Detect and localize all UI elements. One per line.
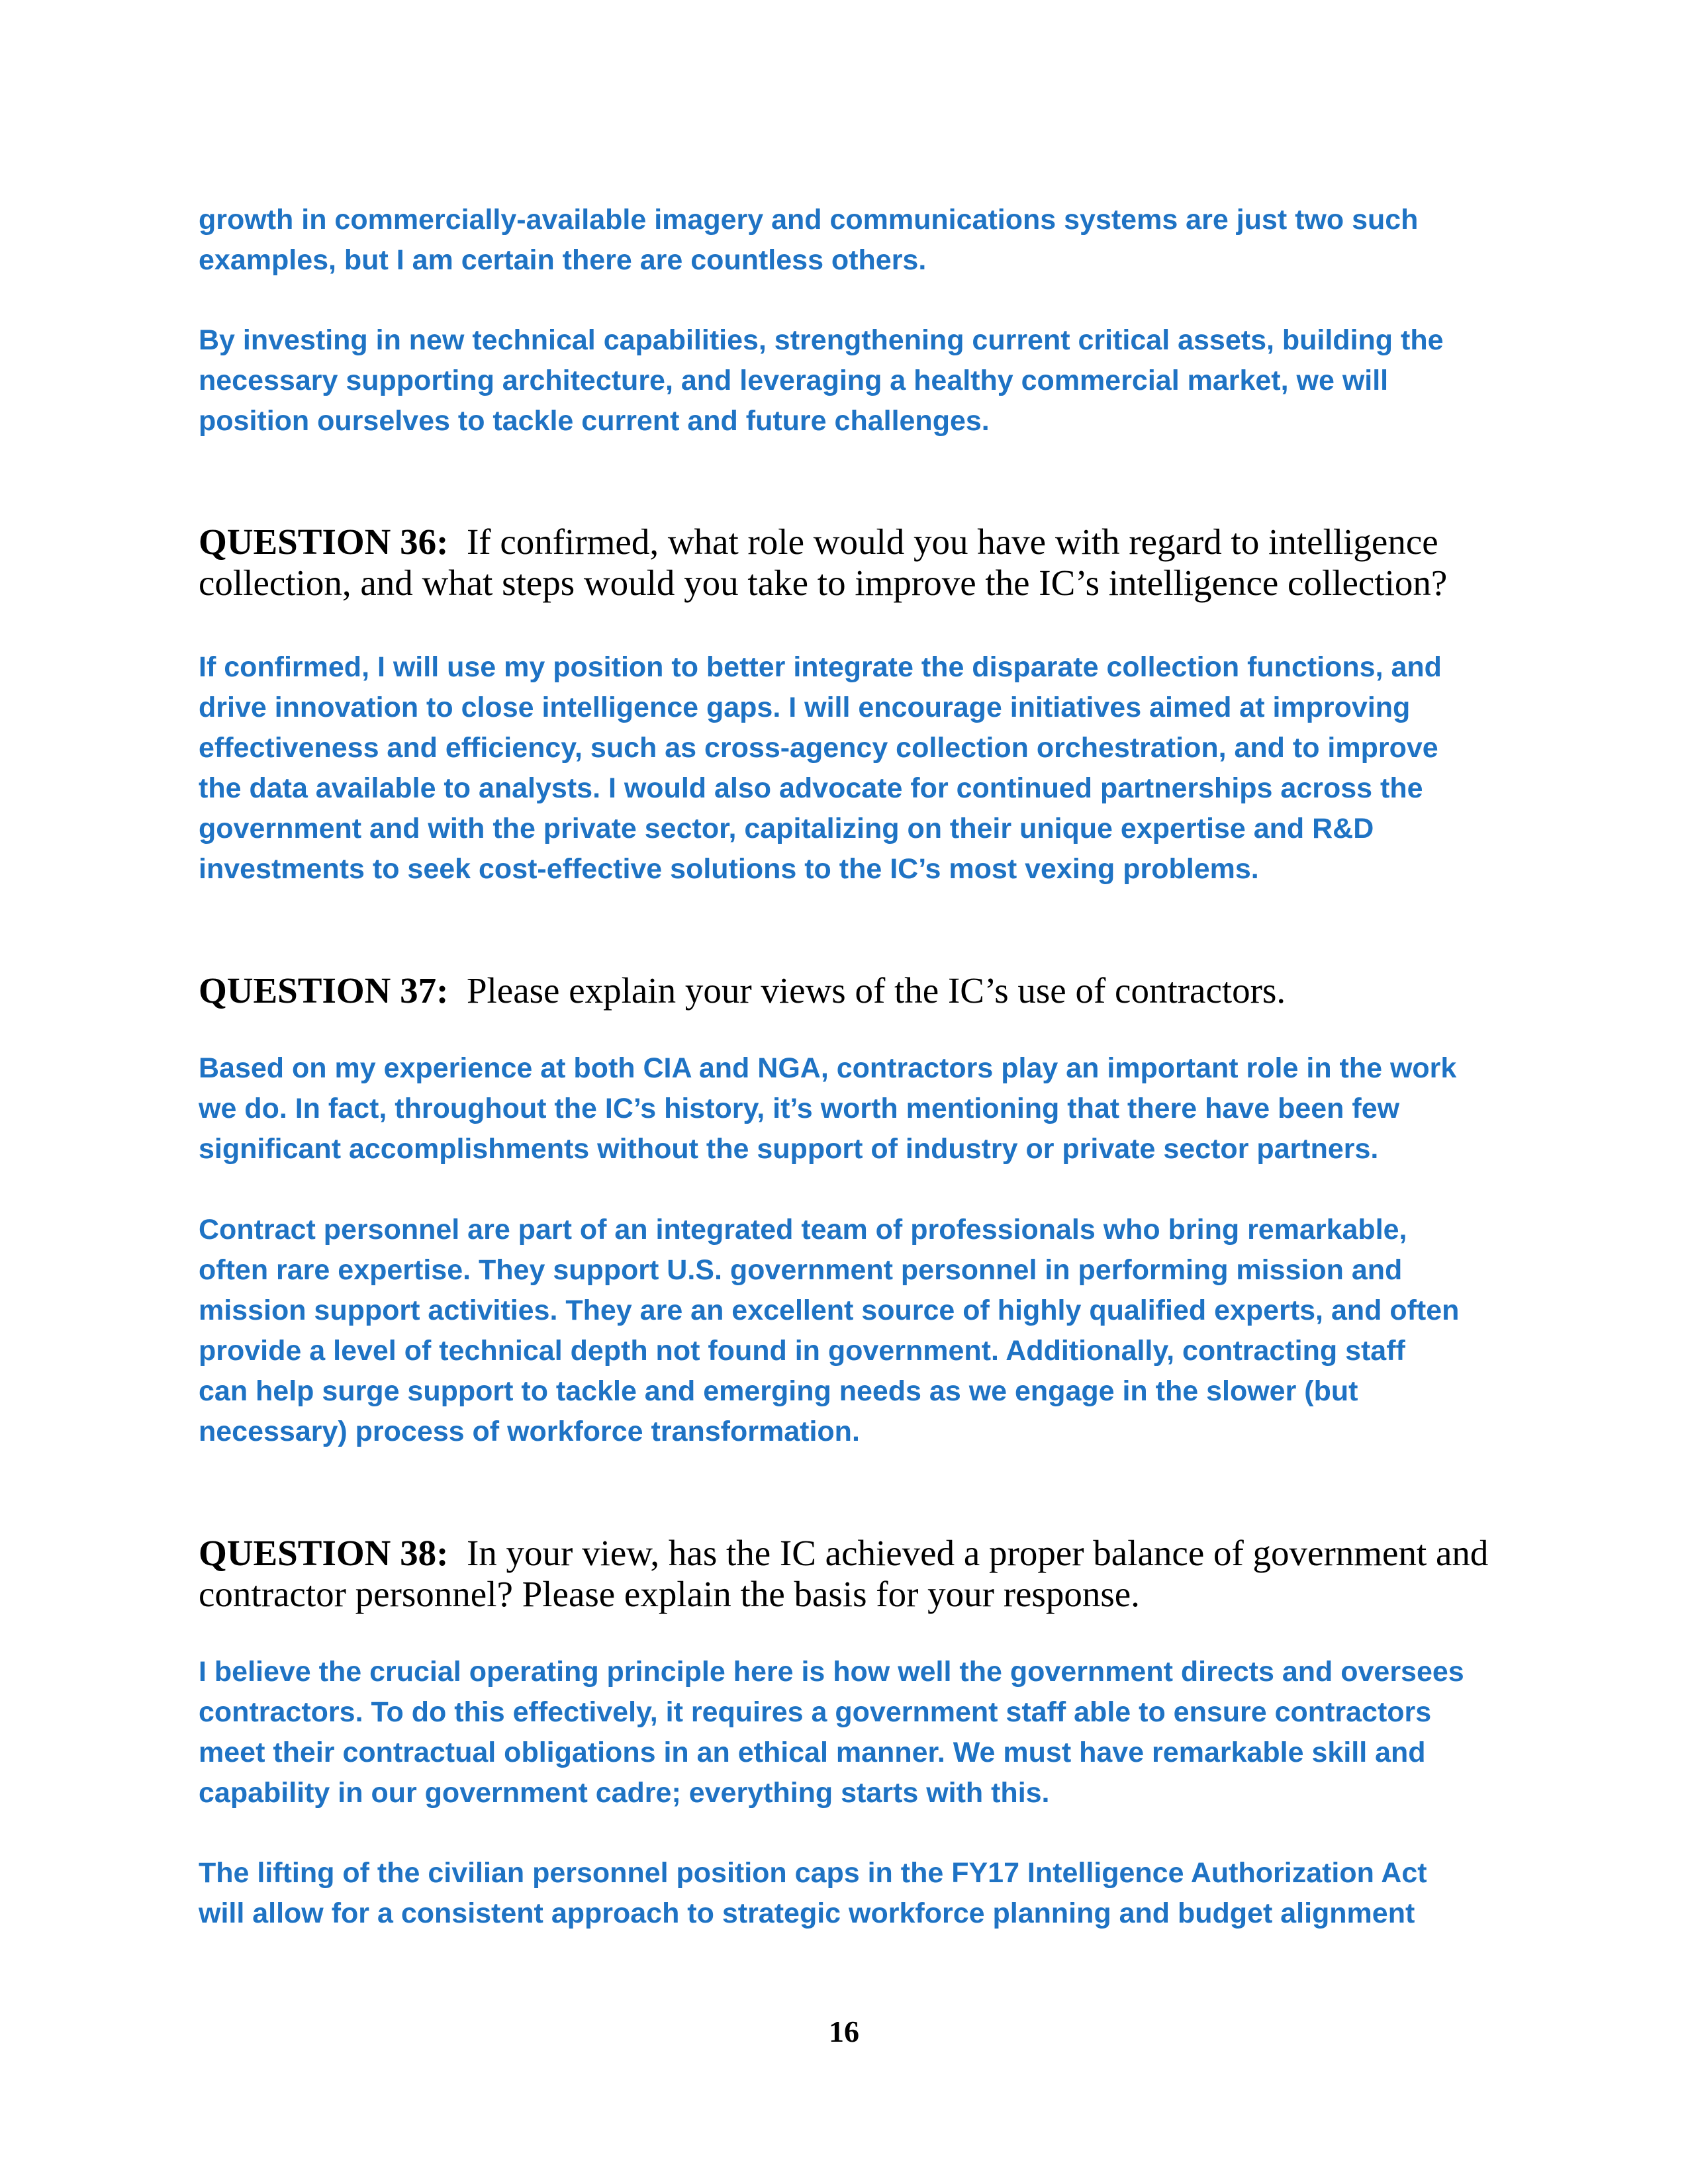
question-label: QUESTION 38: xyxy=(199,1533,449,1573)
answer-line: Based on my experience at both CIA and NGA, contractors play an important role in the work xyxy=(199,1052,1457,1084)
answer-line: provide a level of technical depth not found in government. Additionally, contracting staff xyxy=(199,1335,1405,1367)
answer-36 xyxy=(199,647,1496,889)
answer-line: contractors. To do this effectively, it requires a government staff able to ensure contractors xyxy=(199,1696,1432,1728)
question-text: If confirmed, what role would you have with regard to intelligence xyxy=(466,522,1438,562)
answer-line: effectiveness and efficiency, such as cross-agency collection orchestration, and to improve xyxy=(199,732,1438,764)
question-label: QUESTION 37: xyxy=(199,970,449,1011)
answer-line: By investing in new technical capabilities, strengthening current critical assets, building the xyxy=(199,324,1444,356)
answer-37-paragraph-1 xyxy=(199,1048,1496,1169)
question-text: collection, and what steps would you take to improve the IC’s intelligence collection? xyxy=(199,563,1448,603)
answer-line: we do. In fact, throughout the IC’s history, it’s worth mentioning that there have been few xyxy=(199,1093,1400,1124)
answer-line: will allow for a consistent approach to strategic workforce planning and budget alignment xyxy=(199,1897,1415,1929)
answer-line: If confirmed, I will use my position to better integrate the disparate collection functions, and xyxy=(199,651,1442,683)
question-36 xyxy=(199,522,1496,604)
answer-paragraph-intro-2 xyxy=(199,320,1496,441)
question-label: QUESTION 36: xyxy=(199,522,449,562)
answer-line: often rare expertise. They support U.S. government personnel in performing mission and xyxy=(199,1254,1403,1286)
answer-line: necessary) process of workforce transformation. xyxy=(199,1416,860,1447)
answer-line: can help surge support to tackle and emerging needs as we engage in the slower (but xyxy=(199,1375,1358,1407)
answer-line: necessary supporting architecture, and leveraging a healthy commercial market, we will xyxy=(199,365,1389,396)
question-text: Please explain your views of the IC’s use of contractors. xyxy=(466,970,1286,1011)
answer-line: Contract personnel are part of an integrated team of professionals who bring remarkable, xyxy=(199,1214,1407,1246)
answer-38-paragraph-1 xyxy=(199,1652,1496,1813)
answer-line: growth in commercially-available imagery and communications systems are just two such xyxy=(199,204,1419,236)
answer-line: The lifting of the civilian personnel position caps in the FY17 Intelligence Authorization Act xyxy=(199,1857,1427,1889)
question-text: In your view, has the IC achieved a proper balance of government and xyxy=(466,1533,1489,1573)
answer-line: I believe the crucial operating principle here is how well the government directs and oversees xyxy=(199,1656,1464,1688)
question-37 xyxy=(199,970,1496,1011)
answer-line: government and with the private sector, capitalizing on their unique expertise and R&D xyxy=(199,813,1374,844)
answer-line: the data available to analysts. I would also advocate for continued partnerships across the xyxy=(199,772,1423,804)
page-number: 16 xyxy=(829,2015,859,2048)
answer-line: examples, but I am certain there are countless others. xyxy=(199,244,927,276)
answer-line: investments to seek cost-effective solutions to the IC’s most vexing problems. xyxy=(199,853,1259,885)
question-text: contractor personnel? Please explain the basis for your response. xyxy=(199,1574,1140,1614)
answer-line: position ourselves to tackle current and future challenges. xyxy=(199,405,990,437)
answer-paragraph-intro-1 xyxy=(199,200,1496,281)
answer-line: mission support activities. They are an excellent source of highly qualified experts, and often xyxy=(199,1295,1460,1326)
answer-line: capability in our government cadre; everything starts with this. xyxy=(199,1777,1050,1809)
question-38 xyxy=(199,1533,1496,1615)
answer-line: meet their contractual obligations in an ethical manner. We must have remarkable skill and xyxy=(199,1737,1426,1768)
answer-37-paragraph-2 xyxy=(199,1210,1496,1452)
answer-line: drive innovation to close intelligence gaps. I will encourage initiatives aimed at improving xyxy=(199,692,1411,723)
answer-line: significant accomplishments without the support of industry or private sector partners. xyxy=(199,1133,1379,1165)
answer-38-paragraph-2 xyxy=(199,1853,1496,1934)
